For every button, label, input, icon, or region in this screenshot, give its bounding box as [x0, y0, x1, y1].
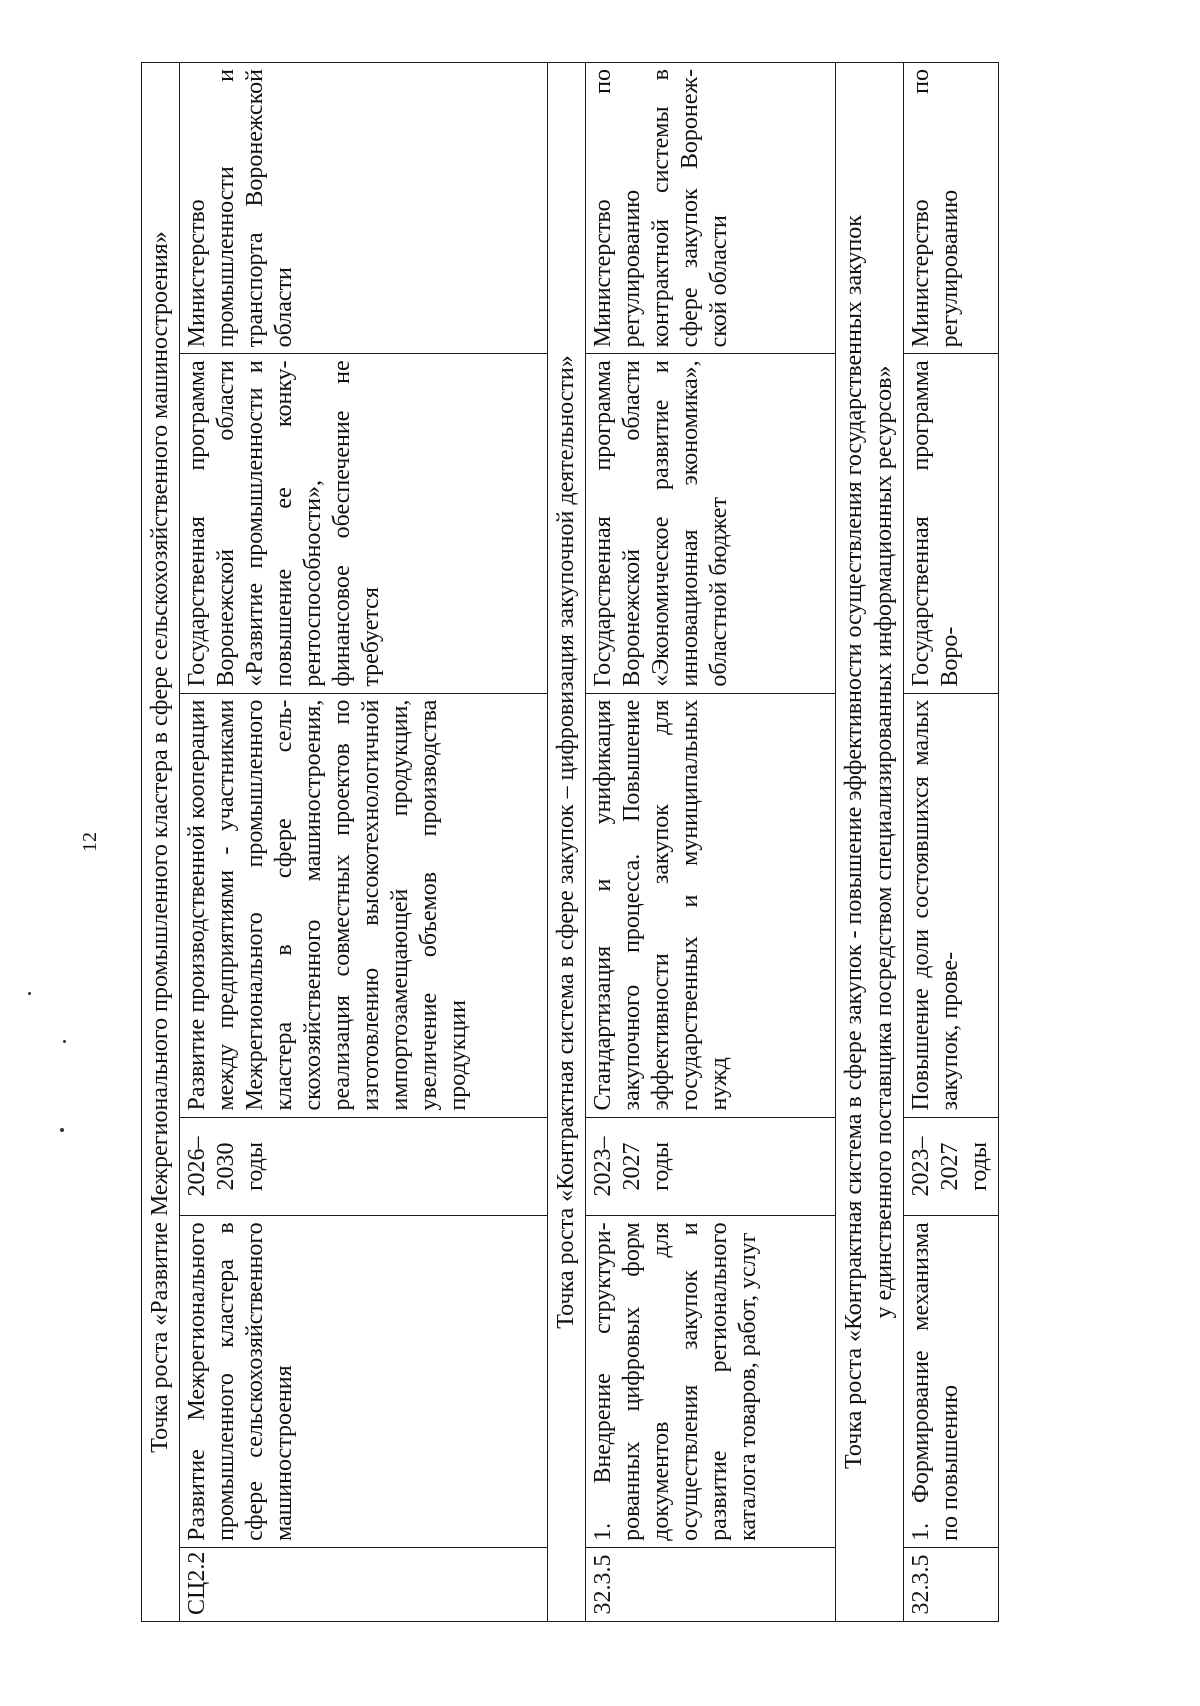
section-heading-row: [142, 63, 180, 1622]
measure-executor: Министерство по регулированию контрактной системы в сфере закупок Воронежской области: [586, 63, 836, 354]
measure-period: 2023–2027 годы: [904, 1117, 999, 1216]
measure-executor: Министерство по регулированию: [904, 63, 999, 354]
scan-speck: [60, 1128, 64, 1132]
measures-table: [141, 62, 999, 1622]
section-heading: Точка роста «Контрактная система в сфере закупок – цифровизация закупочной деятельности»: [548, 63, 586, 1622]
section-heading-row: [836, 63, 904, 1622]
measure-name: Развитие Межрегионального промышленного кластера в сфере сельскохозяйственного машиностроения: [180, 1216, 548, 1548]
measure-program: Государственная программа Воронежской области «Развитие промышленности и повышение ее конкурентоспособности», финансовое обеспечение не требуется: [180, 354, 548, 693]
measure-code: 32.3.5: [904, 1547, 999, 1621]
measure-result: Стандартизация и унификация закупочного процесса. Повышение эффективности закупок для государственных и муниципальных нужд: [586, 693, 836, 1117]
section-heading: Точка роста «Развитие Межрегионального промышленного кластера в сфере сельскохозяйственного машиностроения»: [142, 63, 180, 1622]
section-heading-row: [548, 63, 586, 1622]
measure-result: Повышение доли состоявшихся малых закупок, прове-: [904, 693, 999, 1117]
table-row: [904, 63, 999, 1622]
scan-speck: [28, 992, 31, 995]
measure-program: Государственная программа Воронежской области «Экономическое развитие и инновационная экономика», областной бюджет: [586, 354, 836, 693]
measure-name: 1. Формирование механизма по повышению: [904, 1216, 999, 1548]
measure-program: Государственная программа Воро-: [904, 354, 999, 693]
section-heading: Точка роста «Контрактная система в сфере закупок - повышение эффективности осуществления государственных закупок у единственного поставщика посредством специализированных информационных ресурсов»: [836, 63, 904, 1622]
measure-executor: Министерство промышленности и транспорта Воронежской области: [180, 63, 548, 354]
table-row: [586, 63, 836, 1622]
measure-code: СЦ2.2: [180, 1547, 548, 1621]
measure-period: 2026–2030 годы: [180, 1117, 548, 1216]
measure-period: 2023–2027 годы: [586, 1117, 836, 1216]
rotated-page-content: [79, 62, 1041, 1622]
measure-result: Развитие производственной кооперации между предприятиями - участниками Межрегионального промышленного кластера в сфере сельскохозяйственного машиностроения, реализация совместных проектов по изготовлению высокотехнологичной импортозамещающей продукции, увеличение объемов производства продукции: [180, 693, 548, 1117]
measure-code: 32.3.5: [586, 1547, 836, 1621]
measure-name: 1. Внедрение структурированных цифровых форм документов для осуществления закупок и развитие регионального каталога товаров, работ, услуг: [586, 1216, 836, 1548]
page-number: 12: [79, 832, 101, 852]
table-row: [180, 63, 548, 1622]
scan-speck: [63, 1040, 66, 1043]
